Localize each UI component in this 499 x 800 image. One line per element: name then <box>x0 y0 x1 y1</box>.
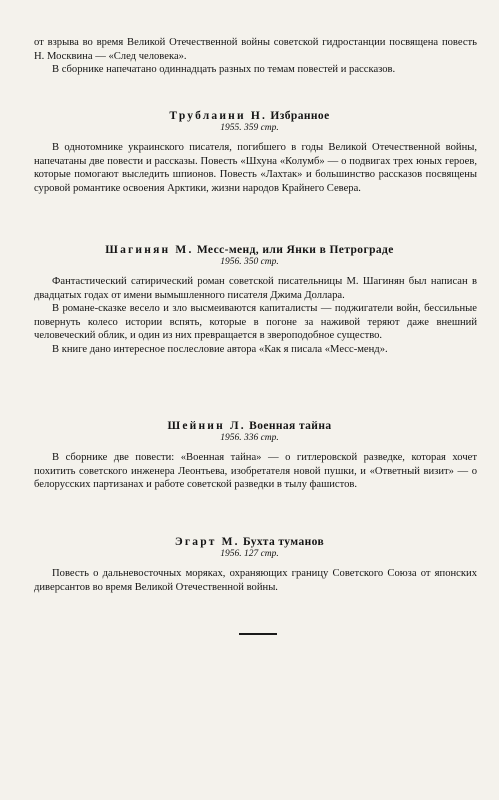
entry-description: В однотомнике украинского писателя, погибшего в годы Великой Отечественной войны, напечатаны две повести и рассказы. Повесть «Шхуна «Колумб» — о подвигах трех юных героев, которые помогают выследить шпионов. Повесть «Лахтак» и большинство рассказов посвящены суровой романтике освоения Арктики, жизни народов Крайнего Севера. <box>34 142 477 194</box>
entry-title: Военная тайна <box>249 420 332 432</box>
entry-publication-info: 1955. 359 стр. <box>220 123 279 133</box>
book-entry <box>0 244 499 356</box>
entry-author: Трублаини Н. <box>169 110 268 122</box>
entry-heading <box>0 110 499 122</box>
entry-title: Избранное <box>270 110 330 122</box>
entry-publication-info: 1956. 127 стр. <box>220 549 279 559</box>
entry-description: В книге дано интересное послесловие автора «Как я писала «Месс-менд». <box>52 343 388 355</box>
entry-title: Месс-менд, или Янки в Петрограде <box>196 244 394 256</box>
entry-title: Бухта туманов <box>243 536 325 548</box>
book-entry <box>0 420 499 492</box>
entry-author: Шейнин Л. <box>167 420 246 432</box>
book-entry <box>0 536 499 594</box>
entry-description: В сборнике две повести: «Военная тайна» — о гитлеровской разведке, которая хочет похитить советского инженера Леонтьева, изобретателя новой пушки, и «Ответный визит» — о белорусских партизанах и работе советской разведки в тылу фашистов. <box>34 452 477 490</box>
intro-continued-text: от взрыва во время Великой Отечественной войны советской гидростанции посвящена повесть Н. Москвина — «След человека». <box>34 37 477 62</box>
intro-section <box>0 36 499 77</box>
entry-description: Фантастический сатирический роман советской писательницы М. Шагинян был написан в двадцатых годах от имени вымышленного писателя Джима Доллара. <box>34 276 477 301</box>
intro-summary-text: В сборнике напечатано одиннадцать разных по темам повестей и рассказов. <box>52 64 396 75</box>
entry-heading <box>0 420 499 432</box>
entry-heading <box>0 244 499 256</box>
entry-publication-info: 1956. 350 стр. <box>220 257 279 267</box>
entry-heading <box>0 536 499 548</box>
end-divider <box>239 633 277 635</box>
entry-description: В романе-сказке весело и зло высмеиваются капиталисты — поджигатели войн, бессильные повернуть колесо истории вспять, которые в погоне за наживой теряют даже внешний человеческий облик, и один из них превращается в звероподобное существо. <box>34 303 477 341</box>
entry-description: Повесть о дальневосточных моряках, охраняющих границу Советского Союза от японских диверсантов во время Великой Отечественной войны. <box>34 568 477 593</box>
entry-author: Эгарт М. <box>174 536 240 548</box>
book-entry <box>0 110 499 195</box>
entry-author: Шагинян М. <box>105 244 194 256</box>
entry-publication-info: 1956. 336 стр. <box>220 433 279 443</box>
